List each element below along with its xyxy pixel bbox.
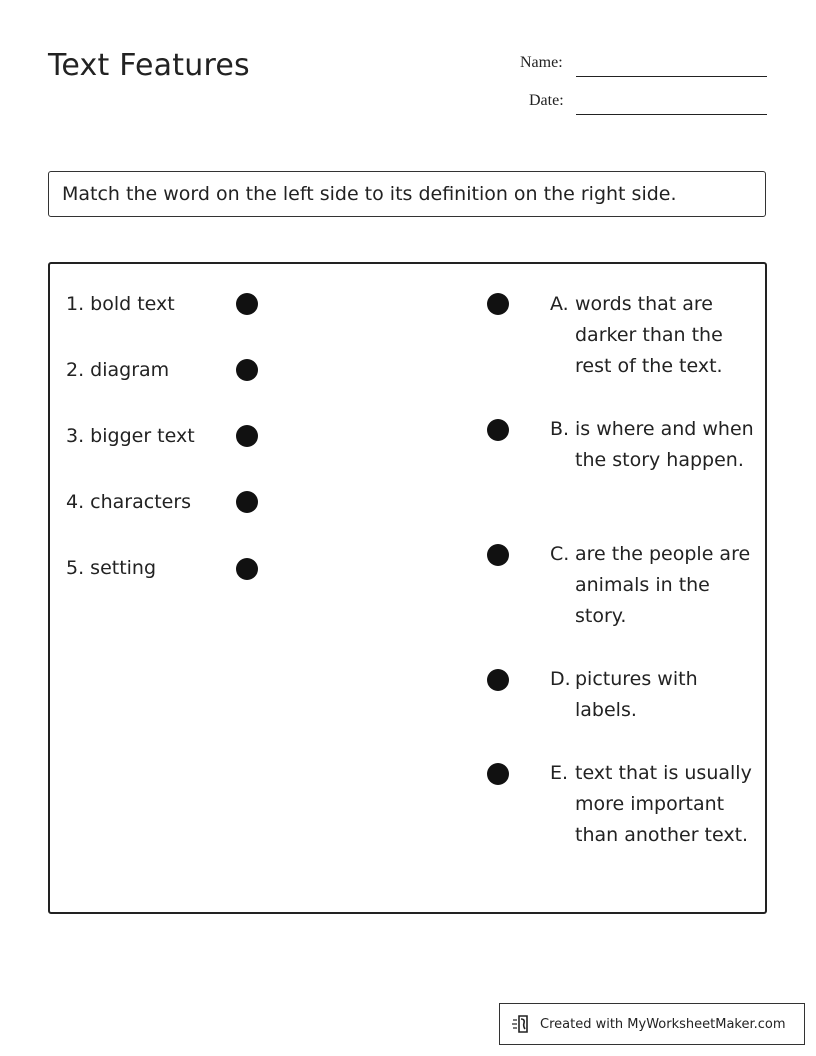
credit-badge[interactable]	[499, 1003, 805, 1045]
right-item-definition: words that are darker than the rest of the text.	[575, 293, 723, 377]
right-item-letter: D.	[550, 668, 571, 690]
right-dot-a[interactable]	[487, 293, 509, 315]
right-item-letter: C.	[550, 543, 570, 565]
date-label: Date:	[529, 92, 564, 109]
right-item-a	[550, 289, 755, 382]
right-dot-b[interactable]	[487, 419, 509, 441]
right-item-letter: A.	[550, 293, 569, 315]
credit-text: Created with MyWorksheetMaker.com	[540, 1016, 786, 1032]
date-field[interactable]	[576, 114, 767, 115]
right-item-definition: pictures with labels.	[575, 668, 698, 721]
right-dot-e[interactable]	[487, 763, 509, 785]
right-item-letter: B.	[550, 418, 570, 440]
left-dot-3[interactable]	[236, 425, 258, 447]
name-label: Name:	[520, 54, 563, 71]
left-item-2: 2. diagram	[66, 359, 170, 381]
right-dot-c[interactable]	[487, 544, 509, 566]
right-item-definition: is where and when the story happen.	[575, 418, 754, 471]
page-title: Text Features	[48, 48, 250, 83]
left-dot-4[interactable]	[236, 491, 258, 513]
right-item-definition: are the people are animals in the story.	[575, 543, 751, 627]
right-item-b	[550, 414, 755, 476]
right-item-letter: E.	[550, 762, 569, 784]
right-dot-d[interactable]	[487, 669, 509, 691]
left-dot-2[interactable]	[236, 359, 258, 381]
right-item-d	[550, 664, 755, 726]
left-dot-1[interactable]	[236, 293, 258, 315]
right-item-e	[550, 758, 755, 851]
instructions-box: Match the word on the left side to its definition on the right side.	[48, 171, 766, 217]
left-item-3: 3. bigger text	[66, 425, 195, 447]
left-dot-5[interactable]	[236, 558, 258, 580]
right-item-c	[550, 539, 755, 632]
right-item-definition: text that is usually more important than another text.	[575, 762, 752, 846]
left-item-4: 4. characters	[66, 491, 192, 513]
name-field[interactable]	[576, 76, 767, 77]
worksheet-maker-logo-icon	[512, 1014, 532, 1034]
left-item-5: 5. setting	[66, 557, 157, 579]
left-item-1: 1. bold text	[66, 293, 175, 315]
